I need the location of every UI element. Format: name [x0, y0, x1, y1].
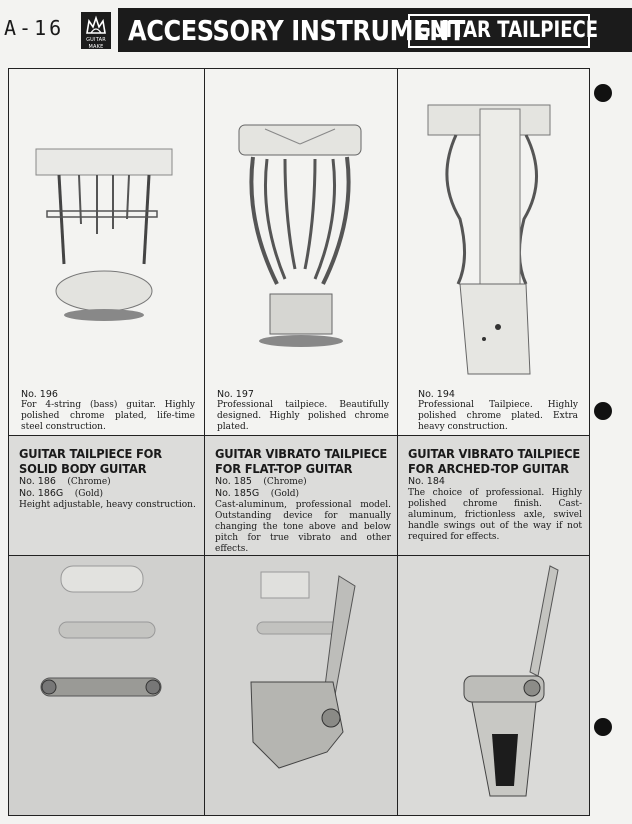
product-197-text: Professional tailpiece. Beautifully designed. Highly polished chrome plated. [217, 400, 389, 432]
caption-186-finish-1: (Chrome) [67, 477, 111, 487]
tailpiece-185-image [205, 556, 397, 815]
caption-186-model-1: No. 186 [19, 476, 56, 487]
title-bar [118, 8, 632, 52]
page-number: A-16 [4, 16, 65, 40]
product-194-text: Professional Tailpiece. Highly polished chrome plated. Extra heavy construction. [418, 400, 578, 432]
product-197-model: No. 197 [217, 389, 254, 400]
caption-186-text: Height adjustable, heavy construction. [19, 500, 196, 510]
crown-icon [85, 15, 107, 37]
caption-185-finish-2: (Gold) [270, 489, 300, 499]
product-cell-194 [398, 69, 589, 435]
caption-cell-184 [398, 436, 589, 555]
caption-cell-186 [9, 436, 205, 555]
product-194-desc [418, 389, 578, 433]
page-header [0, 0, 632, 58]
photo-185 [205, 556, 398, 815]
caption-186-title-1: GUITAR TAILPIECE FOR [19, 446, 162, 461]
photo-184 [398, 556, 589, 815]
caption-185-title-1: GUITAR VIBRATO TAILPIECE [215, 446, 388, 461]
brand-logo [81, 12, 111, 49]
product-196-model: No. 196 [21, 389, 58, 400]
product-194-model: No. 194 [418, 389, 455, 400]
caption-186-model-2: No. 186G [19, 488, 64, 499]
product-cell-196 [9, 69, 205, 435]
caption-185 [215, 446, 391, 555]
product-197-desc [217, 389, 389, 433]
tailpiece-184-image [398, 556, 589, 815]
binder-hole [594, 718, 612, 736]
caption-186 [19, 446, 199, 511]
caption-184-text: The choice of professional. Highly polished chrome finish. Cast-aluminum, frictionless axle, swivel handle swings out of the way if not required for effects. [408, 488, 582, 542]
product-196-text: For 4-string (bass) guitar. Highly polished chrome plated, life-time steel construction. [21, 400, 195, 432]
tailpiece-196-image [9, 69, 204, 369]
caption-185-text: Cast-aluminum, professional model. Outstanding device for manually changing the tone above and below pitch for true vibrato and other effects. [215, 500, 391, 554]
tailpiece-186-image [9, 556, 204, 815]
tailpiece-194-image [398, 69, 588, 379]
caption-184-title-1: GUITAR VIBRATO TAILPIECE [408, 446, 581, 461]
caption-186-title-2: SOLID BODY GUITAR [19, 461, 147, 476]
binder-hole [594, 402, 612, 420]
subtitle-box [408, 14, 599, 48]
page-title: ACCESSORY INSTRUMENT [128, 14, 465, 47]
caption-185-model-2: No. 185G [215, 488, 260, 499]
caption-185-finish-1: (Chrome) [263, 477, 307, 487]
caption-184-model-1: No. 184 [408, 476, 445, 487]
tailpiece-197-image [205, 69, 397, 369]
product-cell-197 [205, 69, 398, 435]
product-grid [8, 68, 590, 816]
product-196-desc [21, 389, 195, 433]
caption-184-title-2: FOR ARCHED-TOP GUITAR [408, 461, 569, 476]
photo-186 [9, 556, 205, 815]
caption-186-finish-2: (Gold) [74, 489, 104, 499]
caption-185-model-1: No. 185 [215, 476, 252, 487]
binder-hole [594, 84, 612, 102]
caption-185-title-2: FOR FLAT-TOP GUITAR [215, 461, 353, 476]
page-subtitle: GUITAR TAILPIECE [416, 18, 599, 43]
logo-text: GUITAR MAKE [86, 37, 106, 50]
caption-184 [408, 446, 582, 543]
caption-cell-185 [205, 436, 398, 555]
